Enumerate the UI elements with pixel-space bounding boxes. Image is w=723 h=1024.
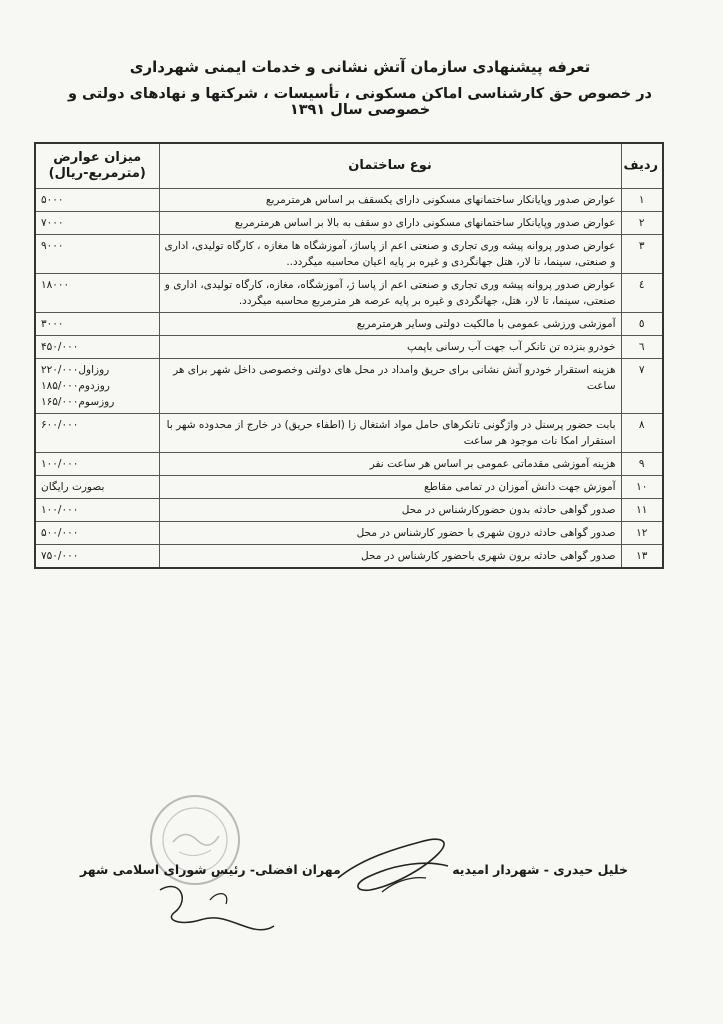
table-row — [35, 212, 663, 235]
row-fee — [35, 453, 159, 476]
table-row — [35, 274, 663, 313]
document-subtitle: در خصوص حق کارشناسی اماکن مسکونی ، تأسیسات ، شرکتها و نهادهای دولتی و خصوصی سال ۱۳۹۱ — [68, 86, 652, 118]
table-row — [35, 453, 663, 476]
row-number: ۱۲ — [621, 522, 663, 545]
row-description: عوارض صدور وپایانکار ساختمانهای مسکونی دارای دو سقف به بالا بر اساس هرمترمربع — [159, 212, 621, 235]
table-row — [35, 499, 663, 522]
table-row — [35, 313, 663, 336]
fee-value: ۳۰۰۰ — [41, 318, 64, 330]
fee-value: ۴۵۰/۰۰۰ — [41, 341, 79, 353]
row-description: بابت حضور پرسنل در واژگونی تانکرهای حامل مواد اشتغال زا (اطفاء حریق) در خارج از محدوده شهر با استقرار امکا نات موجود هر ساعت — [159, 414, 621, 453]
table-row — [35, 336, 663, 359]
row-description: هزینه آموزشی مقدماتی عمومی بر اساس هر ساعت نفر — [159, 453, 621, 476]
row-description: عوارض صدور پروانه پیشه وری تجاری و صنعتی اعم از پاسا ژ، آموزشگاه، مغازه، کارگاه تولیدی، اداری و صنعتی، سینما، تا لار، هتل، جهانگردی و غیره بر پایه عرصه هر مترمربع محاسبه میگردد. — [159, 274, 621, 313]
row-fee — [35, 545, 159, 569]
row-fee — [35, 499, 159, 522]
table-header-row — [35, 143, 663, 189]
table-row — [35, 414, 663, 453]
row-description: عوارض صدور وپایانکار ساختمانهای مسکونی دارای یکسقف بر اساس هرمترمربع — [159, 189, 621, 212]
row-fee — [35, 476, 159, 499]
table-row — [35, 545, 663, 569]
row-fee — [35, 274, 159, 313]
row-description: آموزش جهت دانش آموزان در تمامی مقاطع — [159, 476, 621, 499]
fee-value: روزسوم۱۶۵/۰۰۰ — [41, 396, 115, 408]
fee-value: بصورت رایگان — [41, 481, 105, 493]
fee-value: ۵۰۰/۰۰۰ — [41, 527, 79, 539]
row-description: صدور گواهی حادثه بدون حضورکارشناس در محل — [159, 499, 621, 522]
row-fee — [35, 359, 159, 414]
fee-value: روزدوم۱۸۵/۰۰۰ — [41, 380, 110, 392]
row-number: ۱۳ — [621, 545, 663, 569]
row-description: صدور گواهی حادثه درون شهری با حضور کارشناس در محل — [159, 522, 621, 545]
fee-value: ۱۸۰۰۰ — [41, 279, 70, 291]
mayor-handwritten-signature-icon — [330, 820, 460, 910]
row-number: ۲ — [621, 212, 663, 235]
row-number: ۱ — [621, 189, 663, 212]
header-row-no: ردیف — [621, 143, 663, 189]
fee-value: روزاول۲۲۰/۰۰۰ — [41, 364, 110, 376]
row-number: ٤ — [621, 274, 663, 313]
mayor-signature-label: خلیل حیدری - شهردار امیدیه — [452, 862, 628, 877]
table-row — [35, 522, 663, 545]
row-description: هزینه استقرار خودرو آتش نشانی برای حریق وامداد در محل های دولتی وخصوصی داخل شهر برای هر ساعت — [159, 359, 621, 414]
fee-value: ۱۰۰/۰۰۰ — [41, 504, 79, 516]
row-number: ۸ — [621, 414, 663, 453]
fee-value: ۱۰۰/۰۰۰ — [41, 458, 79, 470]
table-row — [35, 359, 663, 414]
row-description: خودرو بنزده تن تانکر آب جهت آب رسانی باپمپ — [159, 336, 621, 359]
tariff-table — [34, 142, 664, 569]
row-description: عوارض صدور پروانه پیشه وری تجاری و صنعتی اعم از پاساژ، آموزشگاه ها مغازه ، کارگاه تولیدی، اداری و صنعتی، سینما، تا لار، هتل جهانگردی و غیره بر پایه اعیان محاسبه میگردد.. — [159, 235, 621, 274]
council-handwritten-signature-icon — [150, 870, 280, 940]
header-fee: میزان عوارض (مترمربع-ریال) — [35, 143, 159, 189]
row-fee — [35, 189, 159, 212]
fee-value: ۷۵۰/۰۰۰ — [41, 550, 79, 562]
table-row — [35, 189, 663, 212]
row-description: آموزشی ورزشی عمومی با مالکیت دولتی وسایر هرمترمربع — [159, 313, 621, 336]
header-building-type: نوع ساختمان — [159, 143, 621, 189]
row-fee — [35, 336, 159, 359]
row-number: ۱۱ — [621, 499, 663, 522]
fee-value: ۵۰۰۰ — [41, 194, 64, 206]
row-fee — [35, 414, 159, 453]
council-head-signature-label: مهران افضلی- رئیس شورای اسلامی شهر — [80, 862, 341, 877]
row-number: ٦ — [621, 336, 663, 359]
fee-value: ۹۰۰۰ — [41, 240, 64, 252]
fee-value: ۶۰۰/۰۰۰ — [41, 419, 79, 431]
row-number: ۹ — [621, 453, 663, 476]
table-body — [35, 189, 663, 569]
table-row — [35, 235, 663, 274]
row-fee — [35, 522, 159, 545]
row-description: صدور گواهی حادثه برون شهری باحضور کارشناس در محل — [159, 545, 621, 569]
row-fee — [35, 313, 159, 336]
row-number: ۷ — [621, 359, 663, 414]
table-row — [35, 476, 663, 499]
row-fee — [35, 235, 159, 274]
row-fee — [35, 212, 159, 235]
fee-value: ۷۰۰۰ — [41, 217, 64, 229]
document-title: تعرفه پیشنهادی سازمان آتش نشانی و خدمات ایمنی شهرداری — [129, 58, 591, 76]
row-number: ٥ — [621, 313, 663, 336]
row-number: ۳ — [621, 235, 663, 274]
row-number: ۱۰ — [621, 476, 663, 499]
